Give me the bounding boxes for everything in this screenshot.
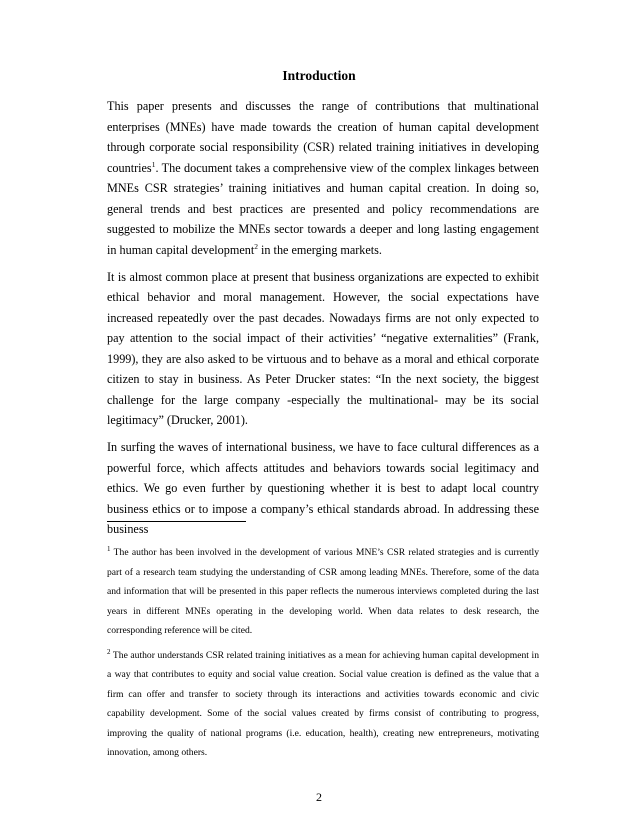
footnote-marker-2: 2 (107, 647, 111, 656)
footnote-2-text: The author understands CSR related training initiatives as a mean for achieving human capital development in a way that contributes to equity and social value creation. Social value creation is defined as the value that a firm can offer and transfer to society through its interactions and activities towards economic and civic capability development. Some of the social values created by firms consist of contributing to progress, improving the quality of national programs (i.e. education, health), creating new entrepreneurs, motivating innovation, among others. (107, 649, 539, 758)
footnote-1 (107, 543, 539, 641)
footnote-marker-1: 1 (107, 544, 111, 553)
footnote-separator (107, 521, 246, 522)
paragraph-1-text-b: . The document takes a comprehensive view of the complex linkages between MNEs CSR strategies’ training initiatives and human capital creation. In doing so, general trends and best practices are presented and policy recommendations are suggested to mobilize the MNEs sector towards a deeper and long lasting engagement in human capital development (107, 160, 539, 257)
body-text (107, 96, 539, 546)
footnote-ref-1[interactable]: 1 (151, 159, 156, 169)
paragraph-1 (107, 96, 539, 260)
paragraph-3: In surfing the waves of international business, we have to face cultural differences as a powerful force, which affects attitudes and behaviors towards social legitimacy and ethics. We go even further by questioning whether it is best to adapt local country business ethics or to impose a company’s ethical standards abroad. In addressing these business (107, 440, 539, 536)
paragraph-1-text-c: in the emerging markets. (257, 242, 382, 257)
footnote-2 (107, 646, 539, 763)
section-title: Introduction (282, 68, 356, 83)
paragraph-2: It is almost common place at present that business organizations are expected to exhibit ethical behavior and moral management. However, the social expectations have increased repeatedly over the past decades. Nowadays firms are not only expected to pay attention to the social impact of their activities’ “negative externalities” (Frank, 1999), they are also asked to be virtuous and to behave as a moral and ethical corporate citizen to stay in business. As Peter Drucker states: “In the next society, the biggest challenge for the large company -especially the multinational- may be its social legitimacy” (Drucker, 2001). (107, 269, 539, 427)
paragraph-1-text-a: This paper presents and discusses the range of contributions that multinational enterprises (MNEs) have made towards the creation of human capital development through corporate social responsibility (CSR) related training initiatives in developing countries (107, 99, 539, 175)
page-number: 2 (316, 790, 322, 804)
footnote-1-text: The author has been involved in the development of various MNE’s CSR related strategies and is currently part of a research team studying the understanding of CSR among leading MNEs. Therefore, some of the data and information that will be presented in this paper reflects the numerous interviews completed during the last years in different MNEs operating in the developing world. When data relates to desk research, the corresponding reference will be cited. (107, 547, 539, 636)
footnotes (107, 543, 539, 768)
footnote-ref-2[interactable]: 2 (254, 241, 258, 251)
